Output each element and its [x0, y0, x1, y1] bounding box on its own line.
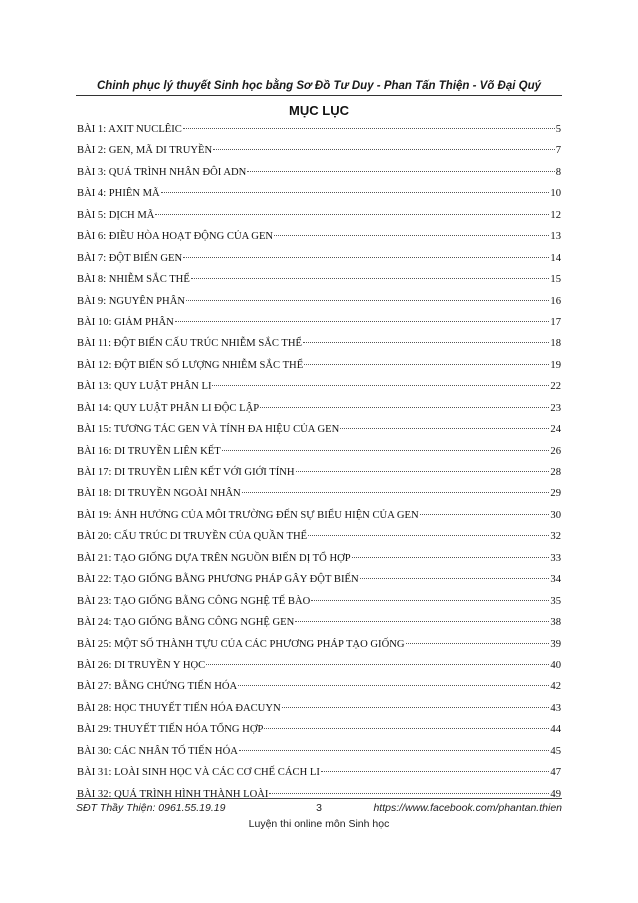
footer	[76, 802, 562, 816]
toc-entry[interactable]	[77, 746, 561, 767]
toc-entry[interactable]	[77, 510, 561, 531]
toc-leader-dots	[155, 214, 549, 215]
toc-leader-dots	[186, 300, 549, 301]
toc-leader-dots	[295, 621, 549, 622]
toc-entry-page: 24	[550, 424, 561, 436]
toc-entry-page: 23	[550, 402, 561, 414]
page-number: 3	[316, 802, 322, 814]
toc-entry-title: BÀI 29: THUYẾT TIẾN HÓA TỔNG HỢP	[77, 724, 264, 736]
toc-entry-title: BÀI 7: ĐỘT BIẾN GEN	[77, 252, 183, 264]
toc-leader-dots	[183, 128, 555, 129]
toc-entry-page: 28	[550, 467, 561, 478]
toc-entry-page: 42	[550, 681, 561, 693]
toc-leader-dots	[161, 192, 550, 193]
toc-entry[interactable]	[77, 253, 561, 274]
toc-entry-page: 32	[550, 531, 561, 543]
toc-entry-title: BÀI 26: DI TRUYỀN Y HỌC	[77, 659, 206, 671]
toc-leader-dots	[274, 235, 549, 236]
toc-entry-page: 7	[555, 145, 561, 157]
toc-entry-title: BÀI 21: TẠO GIỐNG DỰA TRÊN NGUỒN BIẾN DỊ TỔ HỢP	[77, 552, 351, 564]
running-header: Chinh phục lý thuyết Sinh học bằng Sơ Đồ Tư Duy - Phan Tấn Thiện - Võ Đại Quý	[97, 80, 541, 92]
toc-entry-title: BÀI 10: GIẢM PHÂN	[77, 316, 174, 328]
footer-link[interactable]: https://www.facebook.com/phantan.thien	[373, 802, 562, 814]
toc-entry[interactable]	[77, 124, 561, 145]
toc-leader-dots	[212, 385, 549, 386]
toc-entry[interactable]	[77, 724, 561, 745]
toc-entry[interactable]	[77, 424, 561, 445]
toc-entry-page: 38	[550, 617, 561, 629]
toc-leader-dots	[360, 578, 550, 579]
toc-leader-dots	[282, 707, 550, 708]
toc-entry-title: BÀI 4: PHIÊN MÃ	[77, 188, 160, 200]
toc-entry[interactable]	[77, 639, 561, 660]
toc-entry-title: BÀI 24: TẠO GIỐNG BẰNG CÔNG NGHỆ GEN	[77, 617, 295, 629]
toc-entry-title: BÀI 27: BẰNG CHỨNG TIẾN HÓA	[77, 681, 238, 693]
page-title: MỤC LỤC	[289, 103, 349, 118]
toc-leader-dots	[269, 793, 549, 794]
toc-entry[interactable]	[77, 596, 561, 617]
toc-entry[interactable]	[77, 574, 561, 595]
toc-entry-page: 22	[550, 381, 561, 393]
toc-entry-title: BÀI 28: HỌC THUYẾT TIẾN HÓA ĐACUYN	[77, 702, 281, 714]
toc-entry[interactable]	[77, 703, 561, 724]
toc-entry-title: BÀI 32: QUÁ TRÌNH HÌNH THÀNH LOÀI	[77, 788, 269, 800]
toc-entry-title: BÀI 13: QUY LUẬT PHÂN LI	[77, 381, 212, 393]
toc-entry-page: 30	[550, 509, 561, 521]
toc-entry-page: 18	[550, 338, 561, 350]
footer-phone: SĐT Thầy Thiện: 0961.55.19.19	[76, 802, 226, 814]
toc-entry[interactable]	[77, 274, 561, 295]
toc-entry-title: BÀI 20: CẤU TRÚC DI TRUYỀN CỦA QUẦN THỂ	[77, 531, 308, 543]
toc-leader-dots	[303, 342, 549, 343]
toc-entry-page: 47	[550, 767, 561, 779]
toc-leader-dots	[183, 257, 549, 258]
toc-entry-page: 26	[550, 445, 561, 457]
toc-entry[interactable]	[77, 167, 561, 188]
toc-entry[interactable]	[77, 488, 561, 509]
toc-entry-page: 45	[550, 745, 561, 757]
toc-entry-title: BÀI 30: CÁC NHÂN TỐ TIẾN HÓA	[77, 745, 238, 757]
table-of-contents	[77, 124, 561, 810]
toc-entry-title: BÀI 8: NHIỄM SẮC THỂ	[77, 274, 190, 286]
toc-leader-dots	[191, 278, 550, 279]
toc-leader-dots	[260, 407, 549, 408]
toc-entry-page: 29	[550, 488, 561, 500]
toc-entry-title: BÀI 11: ĐỘT BIẾN CẤU TRÚC NHIỄM SẮC THỂ	[77, 338, 303, 350]
toc-entry-page: 35	[550, 595, 561, 607]
toc-entry-title: BÀI 17: DI TRUYỀN LIÊN KẾT VỚI GIỚI TÍNH	[77, 467, 295, 478]
toc-entry-title: BÀI 15: TƯƠNG TÁC GEN VÀ TÍNH ĐA HIỆU CỦA GEN	[77, 424, 340, 436]
toc-entry[interactable]	[77, 446, 561, 467]
toc-entry-page: 44	[550, 724, 561, 736]
toc-entry[interactable]	[77, 767, 561, 788]
toc-entry-page: 10	[550, 188, 561, 200]
toc-entry-title: BÀI 25: MỘT SỐ THÀNH TỰU CỦA CÁC PHƯƠNG PHÁP TẠO GIỐNG	[77, 638, 405, 650]
toc-entry-page: 15	[550, 274, 561, 286]
toc-entry[interactable]	[77, 403, 561, 424]
toc-entry-title: BÀI 5: DỊCH MÃ	[77, 209, 155, 221]
toc-entry-title: BÀI 12: ĐỘT BIẾN SỐ LƯỢNG NHIỄM SẮC THỂ	[77, 359, 304, 371]
toc-entry-page: 19	[550, 359, 561, 371]
header-divider	[76, 95, 562, 96]
toc-entry-title: BÀI 16: DI TRUYỀN LIÊN KẾT	[77, 445, 221, 457]
toc-entry-page: 34	[550, 574, 561, 586]
toc-entry-title: BÀI 22: TẠO GIỐNG BẰNG PHƯƠNG PHÁP GÂY ĐỘT BIẾN	[77, 574, 359, 586]
toc-entry-page: 14	[550, 252, 561, 264]
toc-leader-dots	[406, 643, 550, 644]
toc-leader-dots	[311, 600, 549, 601]
toc-leader-dots	[175, 321, 550, 322]
toc-entry-title: BÀI 3: QUÁ TRÌNH NHÂN ĐÔI ADN	[77, 166, 247, 178]
toc-entry-page: 33	[550, 552, 561, 564]
toc-entry-title: BÀI 19: ẢNH HƯỞNG CỦA MÔI TRƯỜNG ĐẾN SỰ BIỂU HIỆN CỦA GEN	[77, 509, 419, 521]
toc-entry-page: 12	[550, 209, 561, 221]
toc-leader-dots	[242, 492, 550, 493]
toc-entry-page: 8	[555, 166, 561, 178]
footer-note: Luyện thi online môn Sinh học	[248, 818, 390, 830]
toc-entry-page: 5	[555, 124, 561, 135]
toc-entry[interactable]	[77, 210, 561, 231]
toc-leader-dots	[304, 364, 549, 365]
toc-entry[interactable]	[77, 467, 561, 488]
toc-entry-page: 13	[550, 231, 561, 243]
toc-entry[interactable]	[77, 617, 561, 638]
toc-entry-page: 17	[550, 316, 561, 328]
toc-entry-page: 16	[550, 295, 561, 307]
toc-entry[interactable]	[77, 338, 561, 359]
toc-entry[interactable]	[77, 381, 561, 402]
toc-entry-title: BÀI 18: DI TRUYỀN NGOÀI NHÂN	[77, 488, 241, 500]
toc-leader-dots	[247, 171, 554, 172]
toc-leader-dots	[352, 557, 550, 558]
toc-leader-dots	[308, 535, 549, 536]
toc-leader-dots	[420, 514, 550, 515]
toc-entry-page: 49	[550, 788, 561, 800]
toc-entry-page: 39	[550, 638, 561, 650]
toc-leader-dots	[340, 428, 549, 429]
toc-leader-dots	[296, 471, 550, 472]
toc-leader-dots	[239, 750, 550, 751]
toc-entry-title: BÀI 2: GEN, MÃ DI TRUYỀN	[77, 145, 213, 157]
toc-entry-title: BÀI 6: ĐIỀU HÒA HOẠT ĐỘNG CỦA GEN	[77, 231, 274, 243]
toc-entry-title: BÀI 31: LOÀI SINH HỌC VÀ CÁC CƠ CHẾ CÁCH LI	[77, 767, 320, 779]
footer-divider	[76, 798, 562, 799]
toc-leader-dots	[213, 149, 555, 150]
toc-leader-dots	[222, 450, 550, 451]
toc-leader-dots	[238, 685, 549, 686]
toc-entry-page: 43	[550, 702, 561, 714]
toc-entry[interactable]	[77, 231, 561, 252]
toc-entry-page: 40	[550, 659, 561, 671]
toc-entry[interactable]	[77, 681, 561, 702]
toc-entry-title: BÀI 14: QUY LUẬT PHÂN LI ĐỘC LẬP	[77, 402, 260, 414]
toc-entry-title: BÀI 9: NGUYÊN PHÂN	[77, 295, 185, 307]
toc-entry[interactable]	[77, 296, 561, 317]
toc-leader-dots	[206, 664, 549, 665]
toc-entry-title: BÀI 23: TẠO GIỐNG BẰNG CÔNG NGHỆ TẾ BÀO	[77, 595, 311, 607]
toc-entry-title: BÀI 1: AXIT NUCLÊIC	[77, 124, 182, 135]
toc-entry[interactable]	[77, 660, 561, 681]
toc-entry[interactable]	[77, 531, 561, 552]
toc-leader-dots	[264, 728, 549, 729]
toc-leader-dots	[321, 771, 550, 772]
toc-entry[interactable]	[77, 145, 561, 166]
toc-entry[interactable]	[77, 188, 561, 209]
toc-entry[interactable]	[77, 360, 561, 381]
toc-entry[interactable]	[77, 317, 561, 338]
toc-entry[interactable]	[77, 553, 561, 574]
